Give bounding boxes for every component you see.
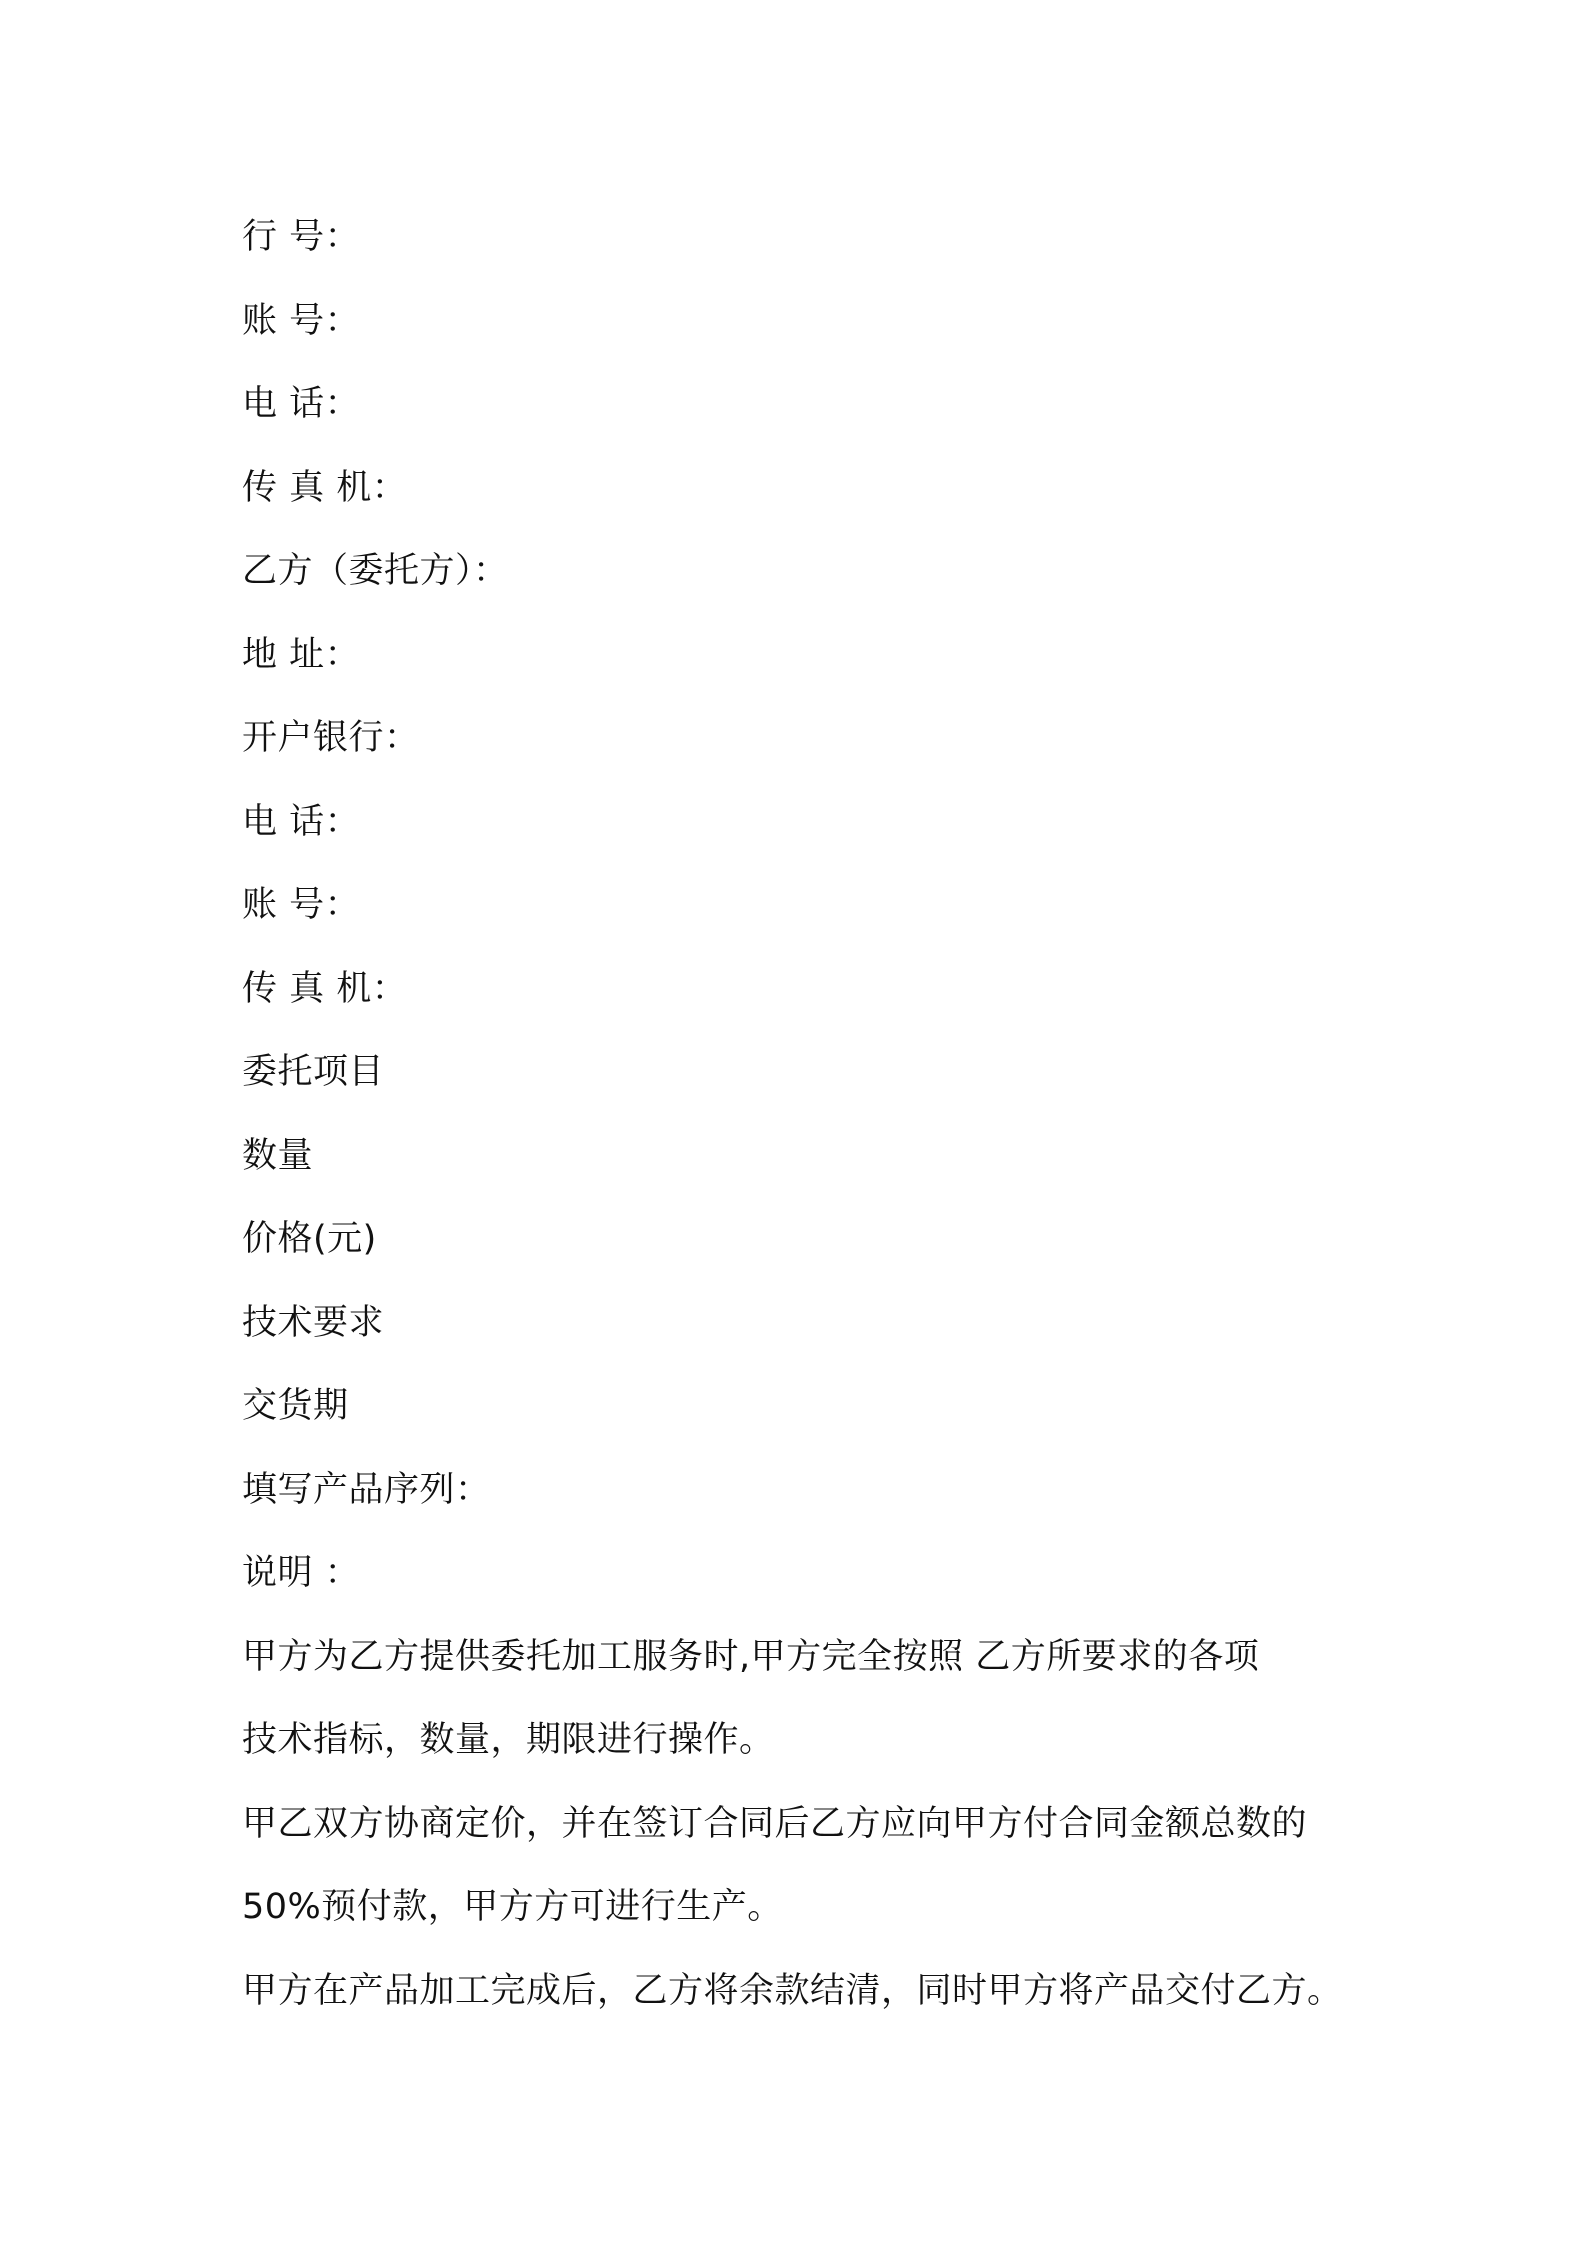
phone-label: 电 话：: [242, 384, 361, 424]
technical-requirements-label: 技术要求: [242, 1302, 385, 1343]
notes-paragraph-3: 甲方在产品加工完成后，乙方将余款结清，同时甲方将产品交付乙方。: [242, 1970, 1343, 2011]
party-b-phone-label: 电 话：: [242, 801, 361, 842]
address-label: 地 址：: [242, 634, 361, 675]
party-b-heading: 乙方（委托方）：: [242, 551, 509, 591]
notes-paragraph-1-line-2: 技术指标，数量，期限进行操作。: [242, 1720, 775, 1760]
bank-number-label: 行 号：: [242, 217, 361, 257]
product-sequence-label: 填写产品序列：: [242, 1469, 491, 1510]
notes-paragraph-1-line-1: 甲方为乙方提供委托加工服务时,甲方完全按照 乙方所要求的各项: [242, 1636, 1260, 1677]
notes-paragraph-2-line-1: 甲乙双方协商定价，并在签订合同后乙方应向甲方付合同金额总数的: [242, 1803, 1308, 1844]
party-b-account-label: 账 号：: [242, 885, 361, 925]
bank-name-label: 开户银行：: [242, 718, 420, 758]
notes-paragraph-2-line-2: 50%预付款，甲方方可进行生产。: [242, 1887, 783, 1927]
quantity-label: 数量: [242, 1135, 314, 1176]
notes-heading: 说明 ：: [242, 1553, 361, 1593]
price-label: 价格(元): [242, 1219, 377, 1259]
delivery-date-label: 交货期: [242, 1386, 349, 1426]
document-body: [242, 196, 1392, 2033]
party-b-fax-label: 传 真 机：: [242, 968, 408, 1009]
account-number-label: 账 号：: [242, 300, 361, 341]
fax-label: 传 真 机：: [242, 467, 408, 508]
commission-item-label: 委托项目: [242, 1052, 385, 1092]
